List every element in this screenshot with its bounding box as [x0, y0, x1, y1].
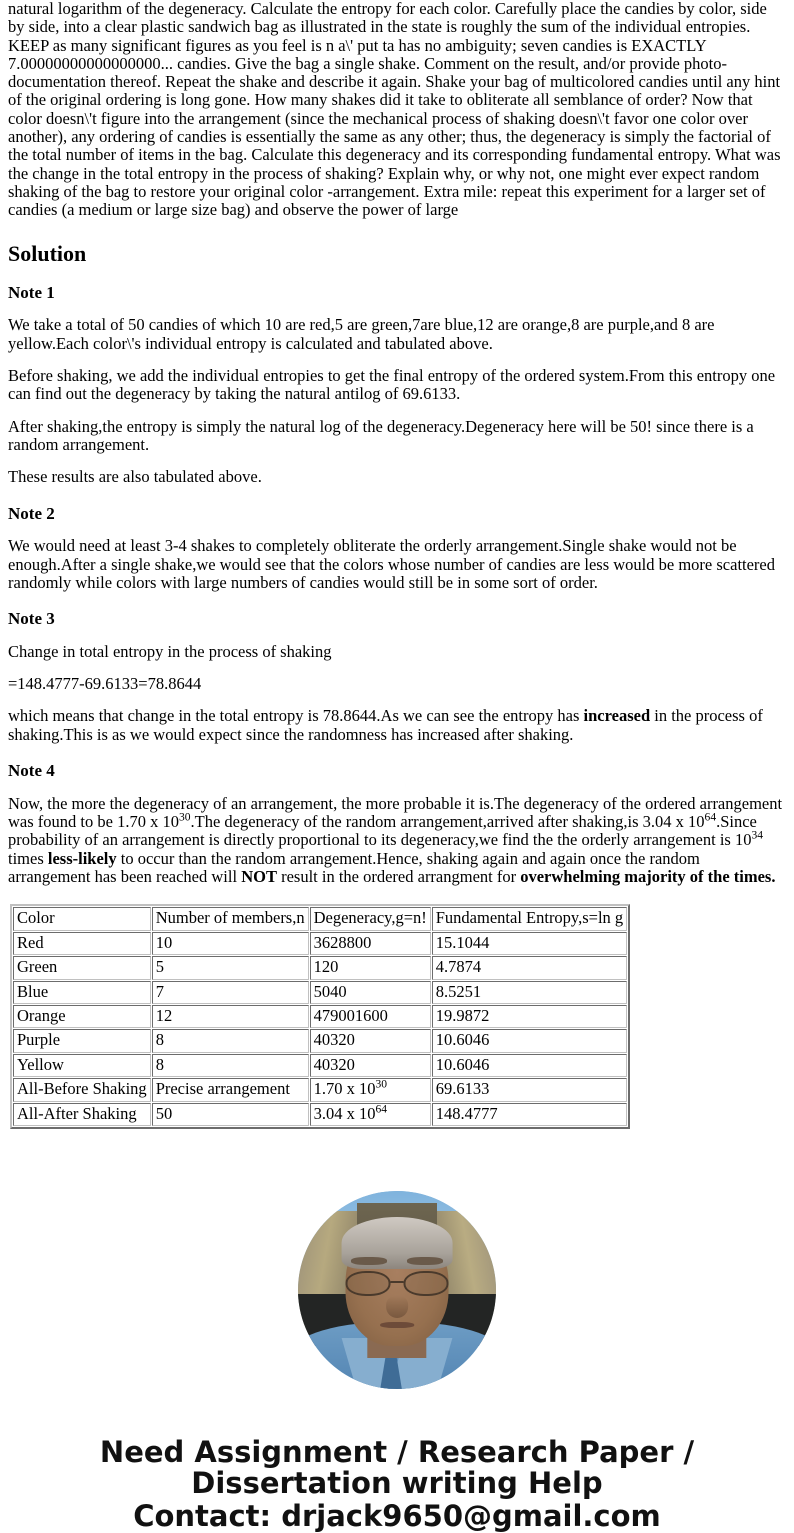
cell-degeneracy [310, 981, 431, 1004]
cell-members: 12 [152, 1005, 309, 1028]
cell-members: 50 [152, 1103, 309, 1126]
note-4-heading: Note 4 [8, 760, 55, 780]
table-row [13, 1005, 627, 1028]
cell-entropy: 8.5251 [432, 981, 627, 1004]
cell-degeneracy-exponent: 64 [375, 1103, 388, 1116]
solution-heading: Solution [8, 240, 87, 266]
note-3-heading: Note 3 [8, 609, 55, 629]
table-row [13, 1054, 627, 1077]
note-4-exponent-34: 34 [751, 829, 764, 842]
cell-members: 10 [152, 932, 309, 955]
note-4-seg-4: times [8, 848, 48, 868]
table-row [13, 981, 627, 1004]
cell-degeneracy [310, 1103, 431, 1126]
note-3-conclusion-pre: which means that change in the total entropy is 78.8644.As we can see the entropy has [8, 706, 584, 726]
cell-degeneracy-value: 1.70 x 10 [313, 1079, 376, 1099]
cell-color: All-After Shaking [13, 1103, 151, 1126]
cell-members: Precise arrangement [152, 1078, 309, 1101]
cell-degeneracy [310, 1029, 431, 1052]
avatar [298, 1191, 496, 1389]
note-4-emphasis-not: NOT [241, 866, 277, 886]
note-1-paragraph-2: Before shaking, we add the individual entropies to get the final entropy of the ordered system.From this entropy one can find out the degeneracy by taking the natural antilog of 69.6133. [8, 366, 776, 404]
promo-line-1: Need Assignment / Research Paper / Dissertation writing Help [99, 1435, 695, 1501]
cell-members: 8 [152, 1029, 309, 1052]
cell-degeneracy-value: 479001600 [313, 1006, 388, 1026]
note-4-seg-5: to occur than the random arrangement.Hence, shaking again and again once the random arrangement has been reached will [8, 848, 700, 886]
cell-color: Purple [13, 1029, 151, 1052]
note-4-seg-3: .Since probability of an arrangement is directly proportional to its degeneracy,we find the the orderly arrangement is 10 [8, 811, 757, 850]
note-4-seg-1: Now, the more the degeneracy of an arrangement, the more probable it is.The degeneracy of the ordered arrangement was found to be 1.70 x 10 [8, 793, 783, 831]
note-3-paragraph-1: Change in total entropy in the process of shaking [8, 641, 332, 661]
note-4-exponent-64: 64 [704, 811, 717, 824]
cell-degeneracy [310, 956, 431, 979]
note-4-seg-2: .The degeneracy of the random arrangement,arrived after shaking,is 3.04 x 10 [190, 811, 705, 831]
note-1-paragraph-3: After shaking,the entropy is simply the natural log of the degeneracy.Degeneracy here will be 50! since there is a random arrangement. [8, 416, 754, 454]
cell-degeneracy-exponent: 30 [375, 1078, 388, 1091]
entropy-table-body [13, 907, 627, 1126]
cell-degeneracy [310, 932, 431, 955]
glasses-icon [346, 1271, 449, 1297]
cell-entropy: 10.6046 [432, 1029, 627, 1052]
entropy-table [10, 904, 630, 1129]
note-3-conclusion-post: in the process of shaking.This is as we would expect since the randomness has increased after shaking. [8, 706, 763, 744]
table-header-members: Number of members,n [152, 907, 309, 930]
table-header-degeneracy: Degeneracy,g=n! [310, 907, 431, 930]
note-3-conclusion-emphasis: increased [583, 706, 651, 726]
note-4-emphasis-overwhelming: overwhelming majority of the times. [520, 866, 776, 886]
note-4-exponent-30: 30 [178, 811, 191, 824]
cell-color: Orange [13, 1005, 151, 1028]
cell-degeneracy-value: 40320 [313, 1054, 355, 1074]
table-row [13, 1103, 627, 1126]
cell-entropy: 4.7874 [432, 956, 627, 979]
note-1-paragraph-1: We take a total of 50 candies of which 10 are red,5 are green,7are blue,12 are orange,8 are purple,and 8 are yellow.Each color\'s individual entropy is calculated and tabulated above. [8, 315, 715, 353]
note-2-paragraph-1: We would need at least 3-4 shakes to completely obliterate the orderly arrangement.Single shake would not be enough.After a single shake,we would see that the colors whose number of candies are less would be more scattered randomly while colors with large numbers of candies would still be in some sort of order. [8, 536, 776, 592]
photo-lens-left [346, 1271, 391, 1297]
note-3-conclusion [0, 707, 794, 744]
cell-entropy: 10.6046 [432, 1054, 627, 1077]
table-row [13, 932, 627, 955]
table-header-row [13, 907, 627, 930]
cell-degeneracy-value: 3628800 [313, 932, 372, 952]
cell-degeneracy [310, 1078, 431, 1101]
cell-degeneracy [310, 1054, 431, 1077]
cell-degeneracy-value: 120 [313, 957, 339, 977]
note-4-paragraph [0, 795, 794, 886]
cell-members: 7 [152, 981, 309, 1004]
photo-lens-right [403, 1271, 448, 1297]
cell-entropy: 69.6133 [432, 1078, 627, 1101]
photo-glasses-bridge [391, 1281, 403, 1283]
cell-color: Green [13, 956, 151, 979]
cell-entropy: 148.4777 [432, 1103, 627, 1126]
table-header-entropy: Fundamental Entropy,s=ln g [432, 907, 627, 930]
cell-color: Red [13, 932, 151, 955]
photo-nose [386, 1296, 408, 1318]
note-3-equation: =148.4777-69.6133=78.8644 [8, 674, 202, 694]
cell-degeneracy-value: 40320 [313, 1030, 355, 1050]
cell-members: 8 [152, 1054, 309, 1077]
photo-mouth [380, 1322, 414, 1328]
note-4-seg-6: result in the ordered arrangment for [276, 866, 521, 886]
table-row [13, 1029, 627, 1052]
table-row [13, 1078, 627, 1101]
note-1-heading: Note 1 [8, 282, 55, 302]
promo-footer [0, 1437, 794, 1532]
note-1-paragraph-4: These results are also tabulated above. [8, 467, 262, 487]
cell-entropy: 19.9872 [432, 1005, 627, 1028]
table-header-color: Color [13, 907, 151, 930]
photo-eyebrow-right [407, 1257, 443, 1265]
cell-color: Blue [13, 981, 151, 1004]
cell-degeneracy-value: 5040 [313, 981, 347, 1001]
promo-line-2: Contact: drjack9650@gmail.com [133, 1499, 661, 1533]
portrait-container [0, 1191, 794, 1389]
cell-entropy: 15.1044 [432, 932, 627, 955]
cell-degeneracy-value: 3.04 x 10 [313, 1103, 376, 1123]
note-4-emphasis-less-likely: less-likely [47, 848, 117, 868]
cell-color: All-Before Shaking [13, 1078, 151, 1101]
intro-paragraph: natural logarithm of the degeneracy. Calculate the entropy for each color. Carefully place the candies by color, side by side, into a clear plastic sandwich bag as illustrated in the state is roughly the sum of the individual entropies. KEEP as many significant figures as you feel is n a\' put ta has no ambiguity; seven candies is EXACTLY 7.00000000000000000... candies. Give the bag a single shake. Comment on the result, and/or provide photo-documentation thereof. Repeat the shake and describe it again. Shake your bag of multicolored candies until any hint of the original ordering is long gone. How many shakes did it take to obliterate all semblance of order? Now that color doesn\'t figure into the arrangement (since the mechanical process of shaking doesn\'t favor one color over another), any ordering of candies is essentially the same as any other; thus, the degeneracy is simply the factorial of the total number of items in the bag. Calculate this degeneracy and its corresponding fundamental entropy. What was the change in the total entropy in the process of shaking? Explain why, or why not, one might ever expect random shaking of the bag to restore your original color -arrangement. Extra mile: repeat this experiment for a larger set of candies (a medium or large size bag) and observe the power of large [8, 0, 781, 220]
cell-degeneracy [310, 1005, 431, 1028]
cell-color: Yellow [13, 1054, 151, 1077]
table-row [13, 956, 627, 979]
note-2-heading: Note 2 [8, 503, 55, 523]
cell-members: 5 [152, 956, 309, 979]
photo-eyebrow-left [351, 1257, 387, 1265]
